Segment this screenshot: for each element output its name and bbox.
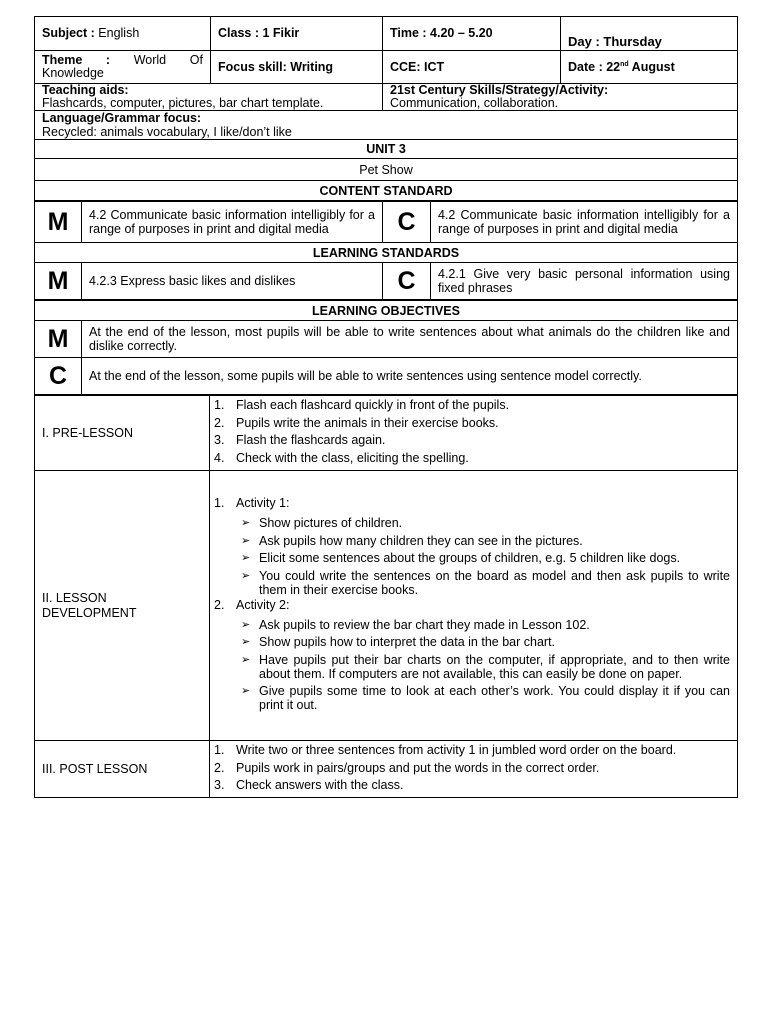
lesson-plan [34, 16, 737, 798]
content-standard-m-letter: M [35, 202, 82, 243]
post-lesson-steps [210, 741, 738, 798]
list-item: 1. Flash each flashcard quickly in front of the pupils. [214, 398, 510, 412]
list-item: 3. Flash the flashcards again. [214, 433, 386, 447]
post-lesson-label: III. POST LESSON [35, 741, 210, 798]
date-cell: Date : 22nd August [561, 51, 738, 84]
teaching-aids-cell: Teaching aids: Flashcards, computer, pictures, bar chart template. [35, 84, 383, 111]
learning-objectives-m-letter: M [35, 321, 82, 358]
list-item: ➢ Show pupils how to interpret the data in the bar chart. [241, 635, 556, 649]
stages-table [34, 395, 738, 798]
list-item: 1. Write two or three sentences from activity 1 in jumbled word order on the board. [214, 743, 677, 757]
class-cell: Class : 1 Fikir [211, 17, 383, 51]
list-item: 2. Pupils work in pairs/groups and put the words in the correct order. [214, 760, 600, 775]
content-standard-heading: CONTENT STANDARD [35, 181, 738, 201]
list-item: ➢ Ask pupils to review the bar chart they made in Lesson 102. [241, 617, 590, 632]
objectives-table [34, 300, 738, 395]
learning-objectives-c-letter: C [35, 358, 82, 395]
learning-objectives-c-text: At the end of the lesson, some pupils will be able to write sentences using sentence model correctly. [82, 358, 738, 395]
lesson-development-steps [210, 471, 738, 741]
header-table [34, 16, 738, 201]
learning-standards-c-letter: C [383, 263, 431, 300]
list-item: ➢ Give pupils some time to look at each other’s work. You could display it if you can print it out. [241, 684, 730, 712]
list-item: ➢ Show pictures of children. [241, 516, 403, 530]
list-item: ➢ Ask pupils how many children they can see in the pictures. [241, 533, 583, 548]
century-skills-cell: 21st Century Skills/Strategy/Activity: Communication, collaboration. [383, 84, 738, 111]
arrow-bullet-icon: ➢ [241, 685, 251, 697]
list-item: 2. Pupils write the animals in their exercise books. [214, 415, 499, 430]
learning-standards-m-text: 4.2.3 Express basic likes and dislikes [82, 263, 383, 300]
learning-standards-c-text: 4.2.1 Give very basic personal information using fixed phrases [431, 263, 738, 300]
language-focus-cell: Language/Grammar focus: Recycled: animals vocabulary, I like/don’t like [35, 111, 738, 140]
unit-name: Pet Show [35, 159, 738, 181]
day-cell: Day : Thursday [561, 17, 738, 51]
arrow-bullet-icon: ➢ [241, 534, 251, 547]
learning-standards-heading: LEARNING STANDARDS [35, 243, 738, 263]
arrow-bullet-icon: ➢ [241, 618, 251, 631]
list-item: ➢ Elicit some sentences about the groups of children, e.g. 5 children like dogs. [241, 551, 681, 565]
pre-lesson-steps [210, 396, 738, 471]
arrow-bullet-icon: ➢ [241, 636, 251, 648]
content-standard-m-text: 4.2 Communicate basic information intelligibly for a range of purposes in print and digital media [82, 202, 383, 243]
activity-2: 2. Activity 2: ➢ Ask pupils to review the bar chart they made in Lesson 102. ➢ Show pupils how to interpret the data in the bar chart. ➢ Have pupils put their bar charts on the computer, if appropriate, and to then write about them. If computers are not available, this can easily be done on paper. ➢ Give pupils some time to look at each other’s work. You could display it if you can print it out. [214, 597, 730, 712]
time-cell: Time : 4.20 – 5.20 [383, 17, 561, 51]
focus-skill-cell: Focus skill: Writing [211, 51, 383, 84]
learning-objectives-m-text: At the end of the lesson, most pupils will be able to write sentences about what animals do the children like and dislike correctly. [82, 321, 738, 358]
list-item: 4. Check with the class, eliciting the spelling. [214, 450, 469, 465]
list-item: ➢ You could write the sentences on the board as model and then ask pupils to write them in their exercise books. [241, 568, 730, 597]
standards-table [34, 201, 738, 300]
content-standard-c-letter: C [383, 202, 431, 243]
pre-lesson-label: I. PRE-LESSON [35, 396, 210, 471]
arrow-bullet-icon: ➢ [241, 569, 251, 582]
arrow-bullet-icon: ➢ [241, 653, 251, 666]
content-standard-c-text: 4.2 Communicate basic information intelligibly for a range of purposes in print and digital media [431, 202, 738, 243]
activity-1: 1. Activity 1: ➢ Show pictures of children. ➢ Ask pupils how many children they can see in the pictures. ➢ Elicit some sentences about the groups of children, e.g. 5 children like dogs. ➢ You could write the sentences on the board as model and then ask pupils to write them in their exercise books. [214, 496, 730, 597]
arrow-bullet-icon: ➢ [241, 552, 251, 564]
cce-cell: CCE: ICT [383, 51, 561, 84]
learning-objectives-heading: LEARNING OBJECTIVES [35, 301, 738, 321]
arrow-bullet-icon: ➢ [241, 517, 251, 529]
unit-title: UNIT 3 [35, 140, 738, 159]
theme-cell: Theme : World Of Knowledge [35, 51, 211, 84]
lesson-development-label: II. LESSON DEVELOPMENT [35, 471, 210, 741]
list-item: 3. Check answers with the class. [214, 778, 404, 792]
list-item: ➢ Have pupils put their bar charts on the computer, if appropriate, and to then write about them. If computers are not available, this can easily be done on paper. [241, 652, 730, 681]
subject-cell: Subject : English [35, 17, 211, 51]
learning-standards-m-letter: M [35, 263, 82, 300]
